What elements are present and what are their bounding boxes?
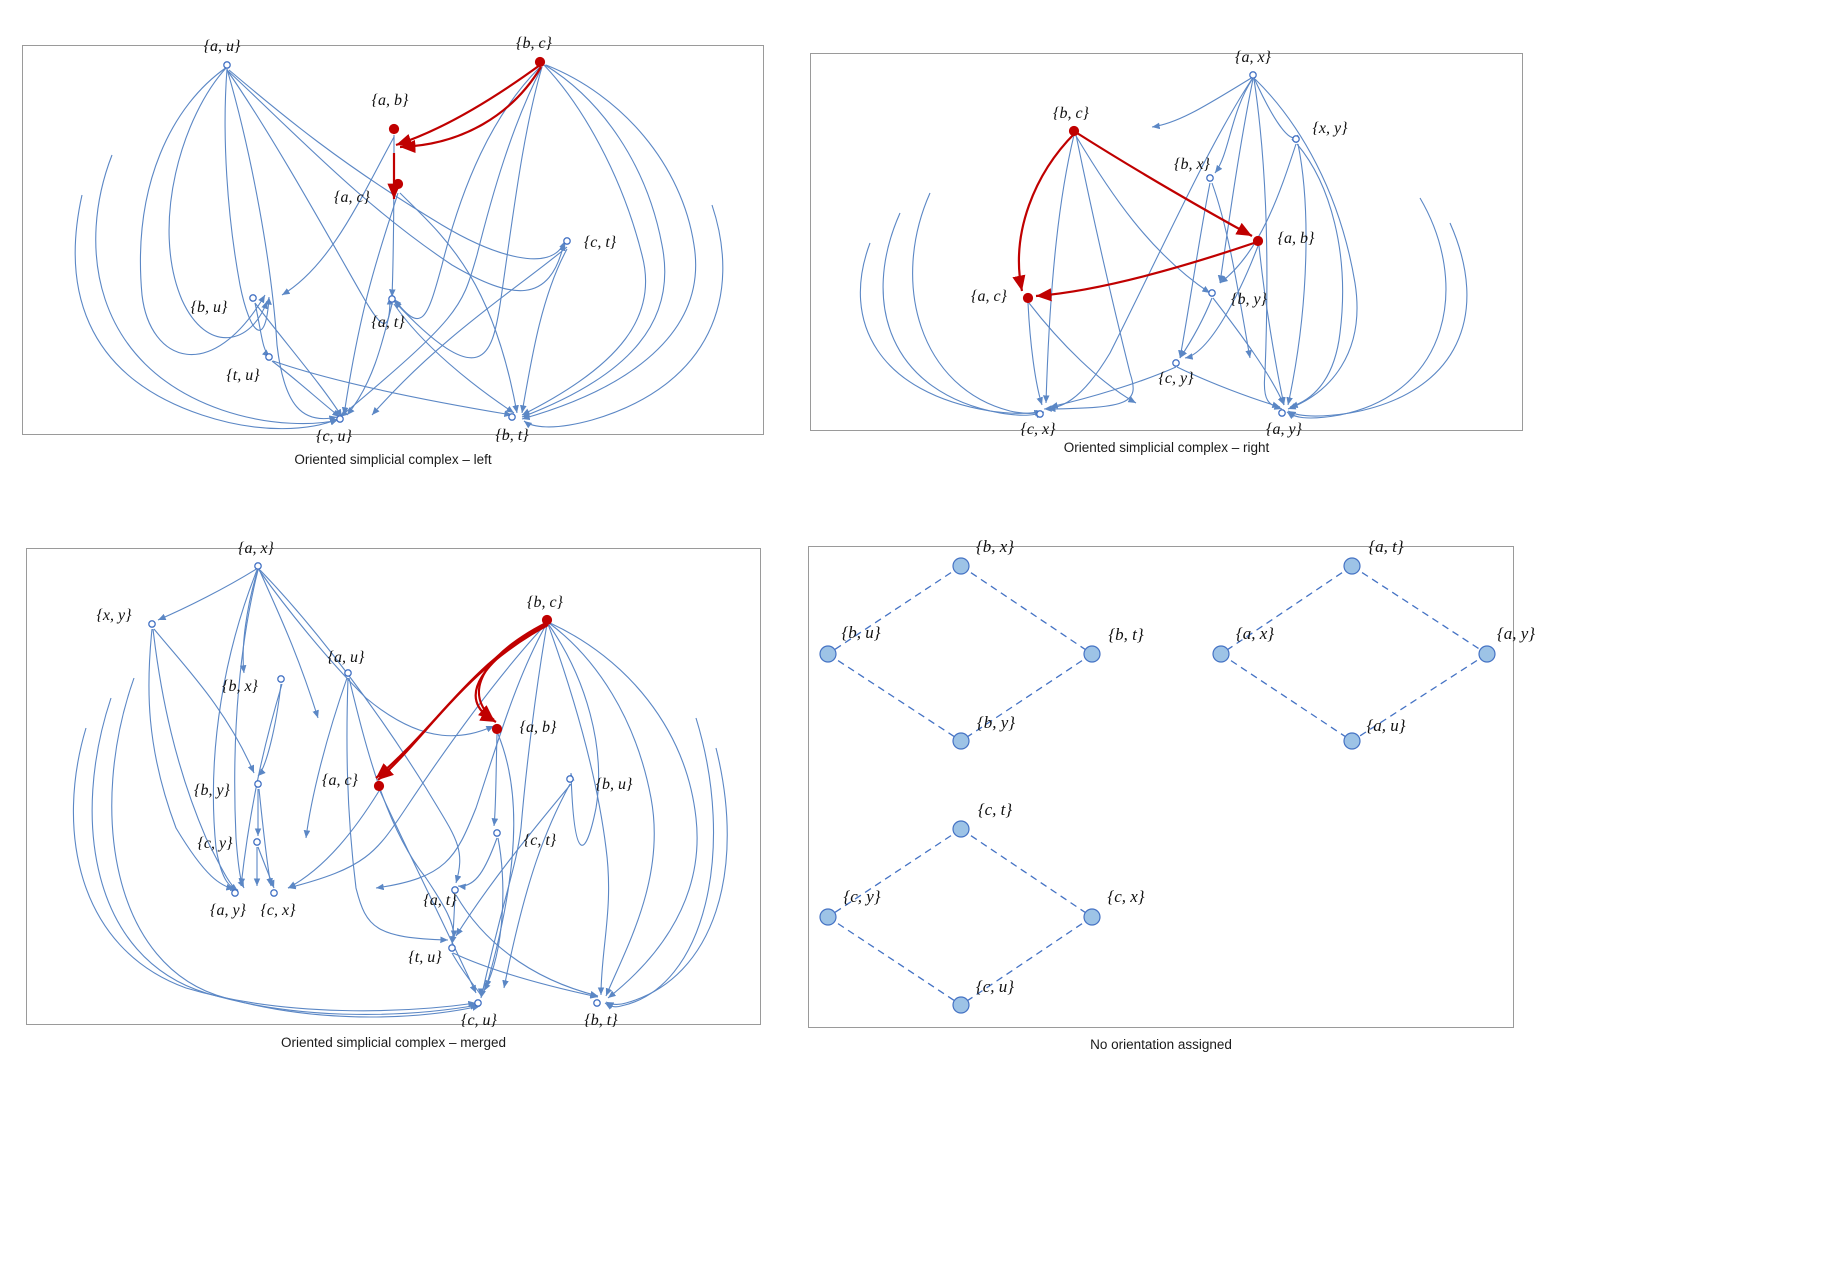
node-label-merged-tu: {t, u} xyxy=(408,949,442,966)
node-label-right-bc: {b, c} xyxy=(1053,105,1089,122)
node-label-left-bc: {b, c} xyxy=(516,35,552,52)
node-label-merged-au: {a, u} xyxy=(327,649,365,666)
node-label-left-au: {a, u} xyxy=(203,38,241,55)
node-label-merged-cx: {c, x} xyxy=(260,902,296,919)
node-label-merged-bt: {b, t} xyxy=(584,1012,618,1029)
panel-right xyxy=(810,53,1523,431)
node-label-no-ax: {a, x} xyxy=(1235,624,1275,643)
node-label-no-bu: {b, u} xyxy=(841,623,881,642)
node-label-merged-ay: {a, y} xyxy=(210,902,246,919)
node-label-right-ac: {a, c} xyxy=(971,288,1007,305)
node-label-no-ay: {a, y} xyxy=(1496,624,1536,643)
node-label-merged-cy: {c, y} xyxy=(197,835,233,852)
node-label-no-cx: {c, x} xyxy=(1107,887,1145,906)
panel-right-caption: Oriented simplicial complex – right xyxy=(1063,440,1270,455)
node-label-merged-at: {a, t} xyxy=(423,892,457,909)
panel-right-graph xyxy=(810,53,1523,431)
node-label-right-xy: {x, y} xyxy=(1312,120,1348,137)
node-label-merged-ax: {a, x} xyxy=(238,540,274,557)
node-label-no-au: {a, u} xyxy=(1366,716,1406,735)
panel-left-caption: Oriented simplicial complex – left xyxy=(294,452,492,467)
panel-merged-caption: Oriented simplicial complex – merged xyxy=(280,1035,507,1050)
node-label-left-bt: {b, t} xyxy=(495,427,529,444)
node-label-merged-ac: {a, c} xyxy=(322,772,358,789)
node-label-merged-ct: {c, t} xyxy=(523,832,557,849)
panel-merged-graph xyxy=(26,548,761,1025)
node-label-right-cy: {c, y} xyxy=(1158,370,1194,387)
panel-no-orientation xyxy=(808,546,1514,1028)
node-label-left-cu: {c, u} xyxy=(316,428,352,445)
node-label-left-at: {a, t} xyxy=(371,314,405,331)
panel-left xyxy=(22,45,764,435)
node-label-merged-by: {b, y} xyxy=(194,782,230,799)
node-label-right-ay: {a, y} xyxy=(1266,421,1302,438)
node-label-no-cu: {c, u} xyxy=(975,977,1015,996)
node-label-merged-bx: {b, x} xyxy=(222,678,258,695)
node-label-left-tu: {t, u} xyxy=(226,367,260,384)
node-label-no-at: {a, t} xyxy=(1368,537,1404,556)
node-label-right-ax: {a, x} xyxy=(1235,49,1271,66)
node-label-merged-ab: {a, b} xyxy=(519,719,557,736)
node-label-merged-bu: {b, u} xyxy=(595,776,633,793)
node-label-right-cx: {c, x} xyxy=(1020,421,1056,438)
node-label-right-bx: {b, x} xyxy=(1174,156,1210,173)
node-label-right-by: {b, y} xyxy=(1231,291,1267,308)
node-label-left-bu: {b, u} xyxy=(190,299,228,316)
node-label-no-cy: {c, y} xyxy=(843,887,881,906)
node-label-no-bt: {b, t} xyxy=(1108,625,1144,644)
panel-no-orientation-graph xyxy=(808,546,1514,1028)
node-label-left-ab: {a, b} xyxy=(371,92,409,109)
node-label-no-bx: {b, x} xyxy=(975,537,1015,556)
node-label-no-ct: {c, t} xyxy=(977,800,1013,819)
node-label-left-ac: {a, c} xyxy=(334,189,370,206)
panel-merged xyxy=(26,548,761,1025)
node-label-no-by: {b, y} xyxy=(976,713,1016,732)
node-label-right-ab: {a, b} xyxy=(1277,230,1315,247)
panel-no-orientation-caption: No orientation assigned xyxy=(1090,1037,1232,1052)
node-label-merged-xy: {x, y} xyxy=(96,607,132,624)
panel-left-graph xyxy=(22,45,764,435)
node-label-merged-cu: {c, u} xyxy=(461,1012,497,1029)
node-label-merged-bc: {b, c} xyxy=(527,594,563,611)
node-label-left-ct: {c, t} xyxy=(583,234,617,251)
